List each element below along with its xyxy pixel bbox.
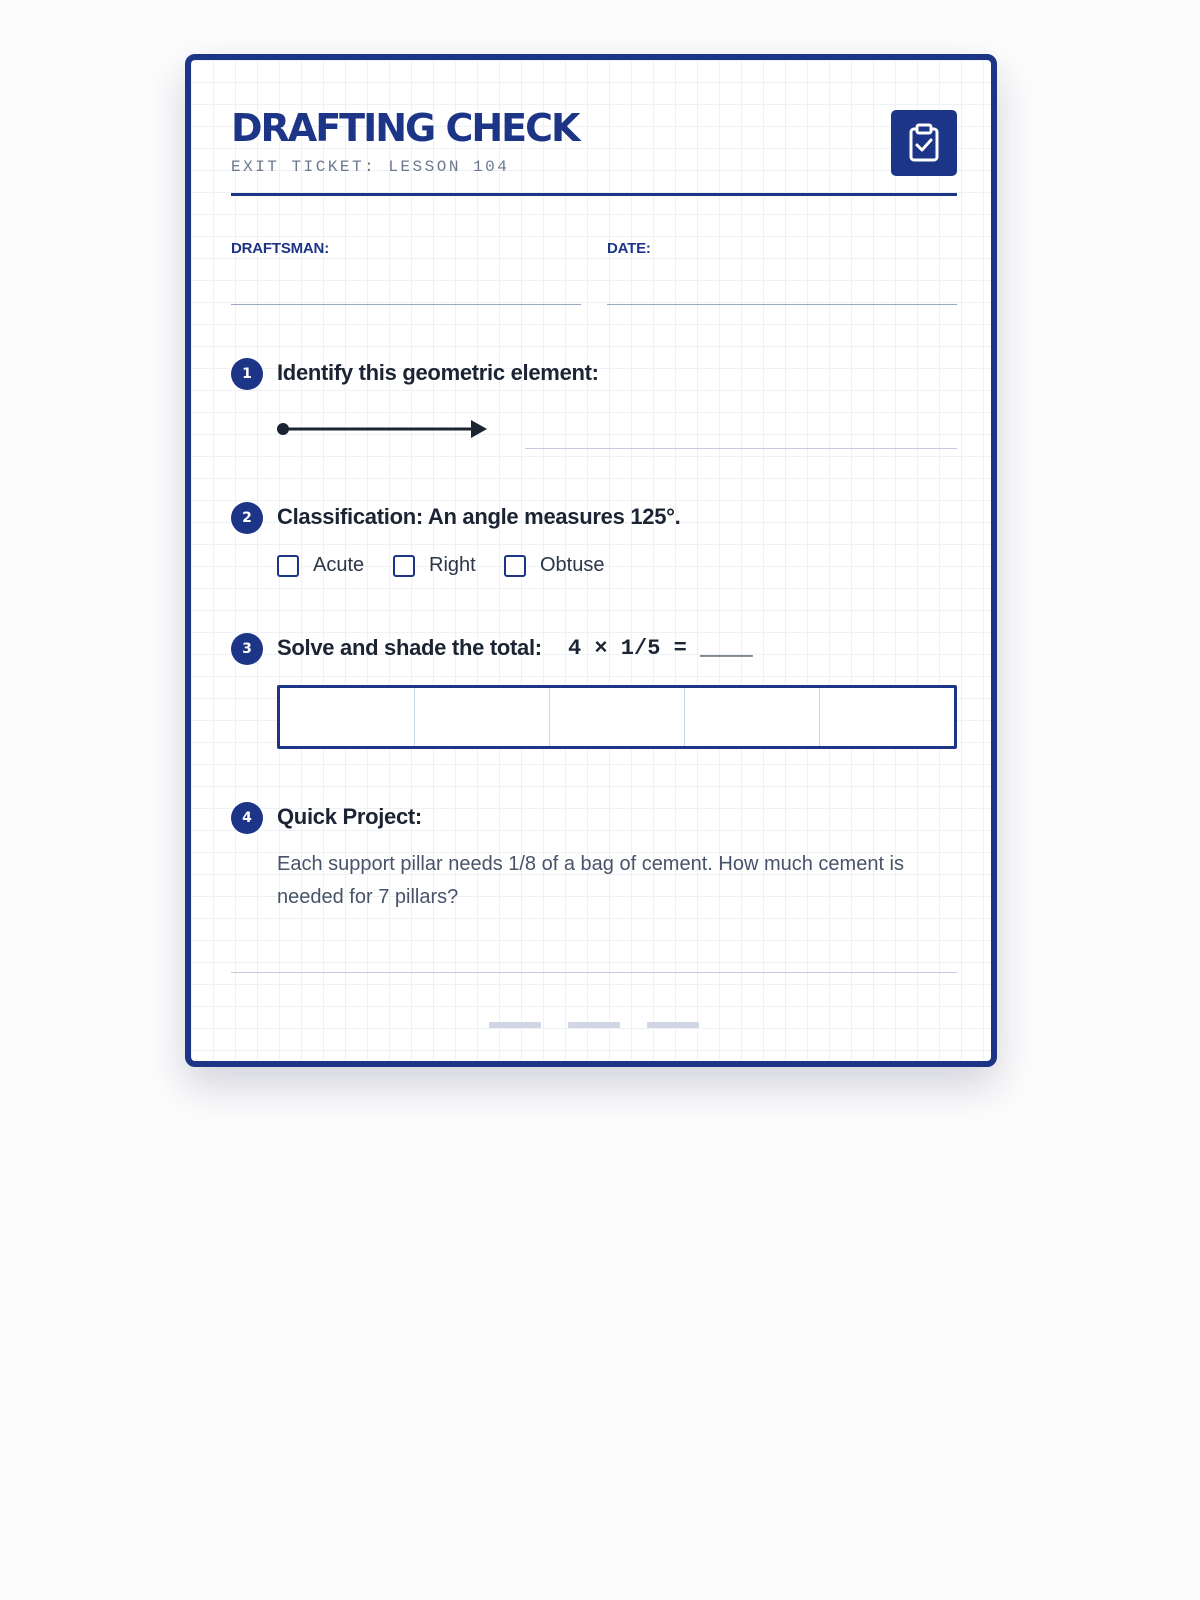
page-indicator	[568, 1022, 620, 1028]
fraction-cell[interactable]	[414, 688, 549, 746]
option-acute[interactable]	[277, 554, 364, 577]
question-3-prompt: Solve and shade the total:	[277, 635, 542, 660]
fraction-cell[interactable]	[549, 688, 684, 746]
question-1-answer-field[interactable]	[525, 418, 957, 446]
page-indicator	[489, 1022, 541, 1028]
question-number-3: 3	[231, 633, 263, 665]
page-title: DRAFTING CHECK	[231, 106, 579, 150]
date-line	[607, 304, 957, 305]
question-4-body: Each support pillar needs 1/8 of a bag of cement. How much cement is needed for 7 pillars?	[277, 853, 905, 908]
question-1-answer-line	[525, 448, 957, 449]
fraction-cell[interactable]	[819, 688, 954, 746]
multiplication-expression: 4 × 1/5 = ____	[568, 636, 753, 661]
obtuse-checkbox[interactable]	[504, 555, 526, 577]
fraction-bar	[277, 685, 957, 749]
obtuse-label: Obtuse	[540, 554, 605, 576]
acute-label: Acute	[313, 554, 365, 576]
draftsman-label: DRAFTSMAN:	[231, 240, 329, 257]
exit-ticket-card	[185, 54, 997, 1067]
question-2-prompt: Classification: An angle measures 125°.	[277, 504, 681, 529]
question-number-2: 2	[231, 502, 263, 534]
ray-figure	[275, 416, 491, 442]
header-divider	[231, 193, 957, 196]
fraction-cell[interactable]	[280, 688, 414, 746]
fraction-cell[interactable]	[684, 688, 819, 746]
acute-checkbox[interactable]	[277, 555, 299, 577]
question-number-4: 4	[231, 802, 263, 834]
question-4-prompt: Quick Project:	[277, 804, 422, 829]
option-obtuse[interactable]	[504, 554, 604, 577]
date-label: DATE:	[607, 240, 651, 257]
right-label: Right	[429, 554, 476, 576]
option-right[interactable]	[393, 554, 476, 577]
question-4-answer-line	[231, 972, 957, 973]
question-4-answer-field[interactable]	[231, 934, 957, 968]
clipboard-badge	[891, 110, 957, 176]
question-number-1: 1	[231, 358, 263, 390]
date-field[interactable]	[607, 268, 957, 298]
question-1-prompt: Identify this geometric element:	[277, 360, 599, 385]
page-subtitle: EXIT TICKET: LESSON 104	[231, 158, 510, 176]
draftsman-line	[231, 304, 581, 305]
draftsman-field[interactable]	[231, 268, 581, 298]
clipboard-check-icon	[907, 123, 941, 163]
page-indicator	[647, 1022, 699, 1028]
right-checkbox[interactable]	[393, 555, 415, 577]
